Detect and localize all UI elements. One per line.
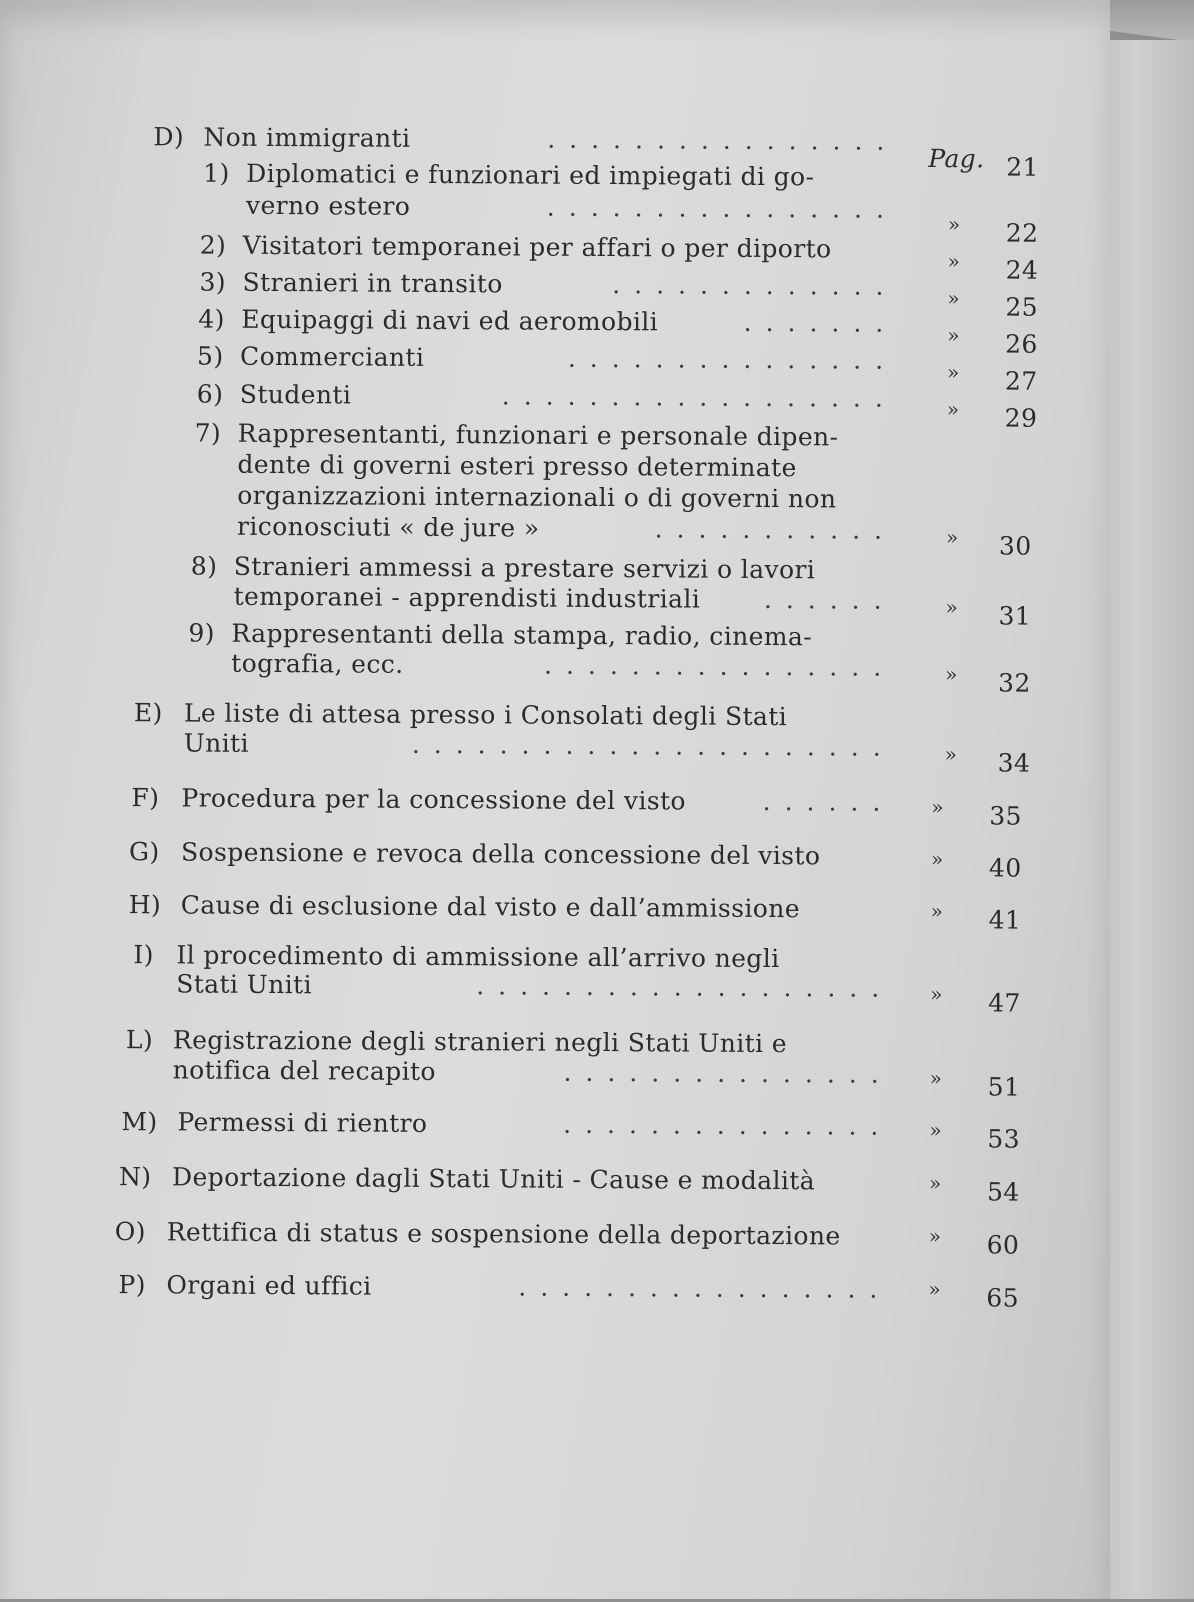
page-number: 54 bbox=[986, 1177, 1020, 1207]
leader-dots: ............... bbox=[567, 343, 898, 375]
page-number: 24 bbox=[1005, 255, 1039, 285]
toc-entry-label: D) bbox=[153, 122, 185, 152]
ditto-mark: » bbox=[929, 1066, 943, 1091]
toc-entry-label: O) bbox=[114, 1217, 146, 1247]
leader-dots: ...... bbox=[762, 786, 895, 817]
toc-entry-label: L) bbox=[125, 1025, 154, 1055]
leader-dots: ...................... bbox=[411, 729, 895, 762]
toc-entry-title: Non immigranti bbox=[203, 122, 411, 153]
toc-entry-title: Deportazione dagli Stati Uniti - Cause e modalità bbox=[171, 1162, 816, 1196]
toc-entry-title: Stranieri in transito bbox=[242, 267, 503, 299]
leader-dots: ................ bbox=[547, 124, 899, 156]
page-number: 65 bbox=[986, 1283, 1020, 1313]
ditto-mark: » bbox=[929, 1118, 943, 1143]
leader-dots: ............... bbox=[563, 1057, 893, 1089]
page-number: 31 bbox=[998, 601, 1032, 631]
toc-entry-title: Rettifica di status e sospensione della deportazione bbox=[166, 1217, 841, 1251]
toc-entry-label: P) bbox=[118, 1270, 146, 1300]
page-number: 47 bbox=[988, 988, 1021, 1018]
toc-entry-title: Studenti bbox=[239, 379, 352, 410]
toc-entry-title: riconosciuti « de jure » bbox=[236, 511, 540, 543]
toc-entry-label: 8) bbox=[190, 551, 218, 581]
ditto-mark: » bbox=[928, 1224, 942, 1249]
page-number: 40 bbox=[988, 853, 1022, 883]
ditto-mark: » bbox=[946, 397, 960, 422]
toc-entry-label: E) bbox=[133, 698, 163, 728]
toc-entry-title: organizzazioni internazionali o di governi non bbox=[237, 480, 837, 514]
page-number: 34 bbox=[997, 748, 1031, 778]
ditto-mark: » bbox=[945, 662, 958, 687]
toc-entry-title: Rappresentanti della stampa, radio, cinema- bbox=[231, 618, 813, 652]
toc-entry-label: I) bbox=[133, 940, 154, 970]
leader-dots: ....... bbox=[743, 307, 898, 338]
toc-entry-label: 3) bbox=[199, 267, 227, 297]
toc-entry-label: 7) bbox=[194, 418, 222, 448]
leader-dots: .................. bbox=[501, 381, 897, 413]
page-number: 41 bbox=[988, 905, 1022, 935]
toc-entry-label: H) bbox=[128, 890, 162, 920]
ditto-mark: » bbox=[928, 1171, 942, 1196]
ditto-mark: » bbox=[946, 360, 960, 385]
toc-entry-title: Stranieri ammessi a prestare servizi o lavori bbox=[233, 551, 816, 585]
toc-entry-label: G) bbox=[128, 837, 160, 867]
toc-entry-title: Permessi di rientro bbox=[177, 1107, 428, 1138]
page-number: 32 bbox=[998, 668, 1031, 698]
page-number: 22 bbox=[1005, 218, 1039, 248]
page-number: 26 bbox=[1005, 329, 1038, 359]
toc-entry-title: Procedura per la concessione del visto bbox=[181, 783, 687, 816]
toc-entry-label: 5) bbox=[197, 341, 224, 371]
leader-dots: ...... bbox=[763, 584, 896, 615]
toc-entry-title: verno estero bbox=[245, 190, 411, 221]
leader-dots: ................ bbox=[543, 650, 896, 682]
ditto-mark: » bbox=[944, 742, 958, 767]
ditto-mark: » bbox=[947, 249, 961, 274]
toc-entry-label: 4) bbox=[198, 304, 225, 334]
toc-entry-title: Diplomatici e funzionari ed impiegati di go- bbox=[246, 158, 815, 192]
toc-entry-label: 2) bbox=[199, 230, 227, 260]
ditto-mark: » bbox=[930, 847, 944, 872]
toc-entry-title: Commercianti bbox=[240, 341, 425, 372]
toc-entry-label: 9) bbox=[188, 618, 215, 648]
toc-entry-title: notifica del recapito bbox=[172, 1055, 437, 1087]
ditto-mark: » bbox=[931, 795, 945, 820]
ditto-mark: » bbox=[930, 982, 943, 1007]
page-number: 60 bbox=[986, 1230, 1020, 1260]
page-number: 30 bbox=[998, 531, 1032, 561]
leader-dots: ................... bbox=[476, 971, 894, 1003]
toc-entry-title: Organi ed uffici bbox=[166, 1270, 372, 1301]
toc-entry-title: tografia, ecc. bbox=[231, 648, 404, 679]
toc-entry-title: Cause di esclusione dal visto e dall’ammissione bbox=[180, 890, 801, 924]
toc-entry-label: 1) bbox=[203, 158, 230, 188]
toc-entry-label: 6) bbox=[196, 379, 224, 409]
page-number: 51 bbox=[987, 1072, 1021, 1102]
page-number: 53 bbox=[987, 1124, 1021, 1154]
toc-entry-title: Registrazione degli stranieri negli Stati Uniti e bbox=[172, 1025, 788, 1059]
leader-dots: ............... bbox=[563, 1109, 893, 1141]
page-number: 21 bbox=[1006, 152, 1039, 182]
pag-label: Pag. bbox=[928, 143, 985, 174]
toc-entry-title: Visitatori temporanei per affari o per diporto bbox=[242, 230, 832, 264]
page-number: 27 bbox=[1004, 366, 1038, 396]
page-number: 29 bbox=[1004, 403, 1038, 433]
leader-dots: ................ bbox=[546, 192, 899, 224]
page-number: 35 bbox=[989, 801, 1023, 831]
toc-entry-title: dente di governi esteri presso determinate bbox=[237, 449, 797, 483]
toc-entry-label: M) bbox=[121, 1107, 158, 1137]
leader-dots: ............. bbox=[612, 270, 898, 301]
ditto-mark: » bbox=[947, 323, 960, 348]
toc-entry-title: Equipaggi di navi ed aeromobili bbox=[241, 304, 659, 337]
toc-entry-label: F) bbox=[131, 783, 160, 813]
toc-entry-title: Uniti bbox=[183, 728, 250, 758]
toc-entry-title: temporanei - apprendisti industriali bbox=[233, 581, 701, 614]
toc-entry-title: Rappresentanti, funzionari e personale dipen- bbox=[237, 418, 839, 452]
toc-entry-title: Sospensione e revoca della concessione del visto bbox=[180, 837, 821, 871]
ditto-mark: » bbox=[930, 899, 944, 924]
ditto-mark: » bbox=[945, 525, 959, 550]
ditto-mark: » bbox=[928, 1277, 942, 1302]
page-number: 25 bbox=[1005, 292, 1039, 322]
toc-entry-label: N) bbox=[118, 1162, 152, 1192]
ditto-mark: » bbox=[947, 286, 961, 311]
ditto-mark: » bbox=[947, 212, 961, 237]
ditto-mark: » bbox=[945, 595, 959, 620]
leader-dots: ................. bbox=[518, 1272, 892, 1304]
leader-dots: ........... bbox=[654, 514, 897, 545]
toc-entry-title: Il procedimento di ammissione all’arrivo negli bbox=[176, 940, 780, 974]
toc-entry-title: Le liste di attesa presso i Consolati degli Stati bbox=[183, 698, 788, 732]
toc-entry-title: Stati Uniti bbox=[176, 969, 313, 1000]
